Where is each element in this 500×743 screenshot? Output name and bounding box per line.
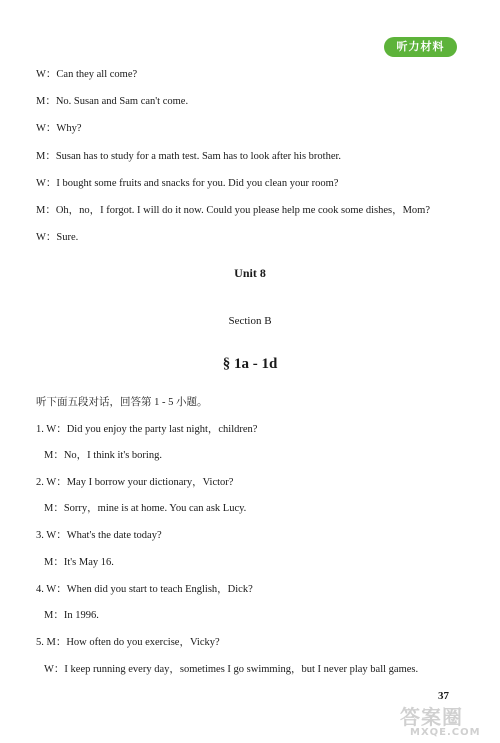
- answer-line: M：No，I think it's boring.: [44, 450, 162, 461]
- instruction-text: 听下面五段对话，回答第 1 - 5 小题。: [36, 397, 208, 408]
- dialog-line: W：Sure.: [36, 232, 79, 243]
- section-badge: 听力材料: [384, 37, 457, 57]
- dialog-line: W：I bought some fruits and snacks for you. Did you clean your room?: [36, 178, 339, 189]
- answer-line: M：It's May 16.: [44, 557, 114, 568]
- question-line: 1. W：Did you enjoy the party last night，children?: [36, 424, 258, 435]
- watermark-logo: [400, 701, 496, 741]
- question-line: 2. W：May I borrow your dictionary，Victor?: [36, 477, 234, 488]
- question-line: 5. M：How often do you exercise，Vicky?: [36, 637, 220, 648]
- dialog-line: M：No. Susan and Sam can't come.: [36, 96, 189, 107]
- watermark-url: MXQE.COM: [410, 727, 481, 738]
- dialog-line: W：Can they all come?: [36, 69, 138, 80]
- answer-line: M：In 1996.: [44, 610, 99, 621]
- question-line: 4. W：When did you start to teach English，Dick?: [36, 584, 253, 595]
- page-number: 37: [438, 690, 449, 702]
- dialog-line: W：Why?: [36, 123, 82, 134]
- answer-line: M：Sorry，mine is at home. You can ask Lucy.: [44, 503, 247, 514]
- dialog-line: M：Oh，no，I forgot. I will do it now. Could you please help me cook some dishes，Mom?: [36, 205, 431, 216]
- unit-title: Unit 8: [234, 266, 266, 280]
- section-title: Section B: [228, 315, 272, 327]
- watermark-text: 答案圈: [400, 705, 463, 729]
- lesson-title: § 1a - 1d: [222, 356, 278, 372]
- question-line: 3. W：What's the date today?: [36, 530, 162, 541]
- dialog-line: M：Susan has to study for a math test. Sam has to look after his brother.: [36, 151, 342, 162]
- answer-line: W：I keep running every day，sometimes I go swimming，but I never play ball games.: [44, 664, 419, 675]
